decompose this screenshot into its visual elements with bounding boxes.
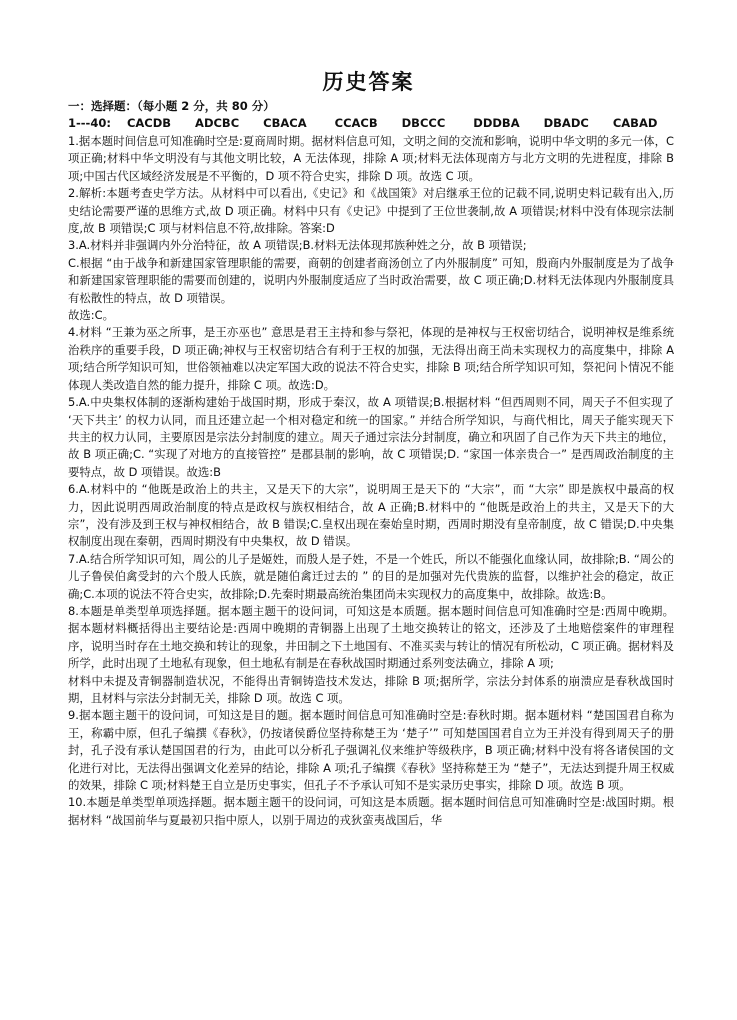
answer-key: 1---40: CACDB ADCBC CBACA CCACB DBCCC DDDBA DBADC CABAD [68, 116, 658, 130]
explanation-paragraph: 材料中未提及青铜器制造状况，不能得出青铜铸造技术发达，排除 B 项;据所学，宗法分封体系的崩溃应是春秋战国时期，且材料与宗法分封制无关，排除 D 项。故选 C 项。 [68, 673, 674, 705]
explanation-paragraph: 4.材料 “王兼为巫之所事，是王亦巫也” 意思是君王主持和参与祭祀，体现的是神权与王权密切结合，说明神权是维系统治秩序的重要手段，D 项正确;神权与王权密切结合有利于王权的加强，无法得出商王尚未实现权力的高度集中，排除 A 项;结合所学知识可知，世俗领袖难以决定军国大政的说法不符合史实，排除 B 项;结合所学知识可知，祭祀问卜情况不能体现人类改造自然的能力提升，排除 C 项。故选:D。 [68, 325, 674, 392]
explanation-paragraph: 故选:C。 [68, 308, 114, 323]
explanation-paragraph: 7.A.结合所学知识可知，周公的儿子是姬姓，而殷人是子姓，不是一个姓氏，所以不能强化血缘认同，故排除;B. “周公的儿子鲁侯伯禽受封的六个殷人氏族，就是随伯禽迁过去的 ” 的目的是加强对先代贵族的监督，以维护社会的稳定，故正确;C.本项的说法不符合史实，故排除;D.先秦时期最高统治集团尚未实现权力的高度集中，故排除。故选:B。 [68, 551, 674, 601]
explanation-paragraph: 9.据本题主题干的设问词，可知这是目的题。据本题时间信息可知准确时空是:春秋时期。据本题材料 “楚国国君自称为王，称霸中原，但孔子编撰《春秋》，仍按诸侯爵位坚持称楚王为 ‘楚子’” 可知楚国国君自立为王并没有得到周天子的册封，孔子没有承认楚国国君的行为，由此可以分析孔子强调礼仪来维护等级秩序，B 项正确;材料中没有将各诸侯国的文化进行对比，无法得出强调文化差异的结论，排除 A 项;孔子编撰《春秋》坚持称楚王为 “楚子”，无法达到提升周王权威的效果，排除 C 项;材料楚王自立是历史事实，但孔子不予承认可知不是实录历史事实，排除 D 项。故选 B 项。 [68, 708, 674, 793]
explanation-paragraph: C.根据 “由于战争和新建国家管理职能的需要，商朝的创建者商汤创立了内外服制度” 可知，殷商内外服制度是为了战争和新建国家管理职能的需要而创建的，说明内外服制度适应了当时政治需要，故 C 项正确;D.材料无法体现内外服制度具有松散性的特点，故 D 项错误。 [68, 255, 674, 305]
explanation-paragraph: 3.A.材料并非强调内外分治特征，故 A 项错误;B.材料无法体现邦族种姓之分，故 B 项错误; [68, 238, 527, 253]
section-heading: 一：选择题：（每小题 2 分，共 80 分） [68, 99, 275, 113]
explanation-paragraph: 1.据本题时间信息可知准确时空是:夏商周时期。据材料信息可知，文明之间的交流和影响，说明中华文明的多元一体，C 项正确;材料中华文明没有与其他文明比较，A 无法体现，排除 A 项;材料无法体现南方与北方文明的先进程度，排除 B 项;中国古代区域经济发展是不平衡的，D 项不符合史实，排除 D 项。故选 C 项。 [68, 134, 674, 183]
explanation-paragraph: 10.本题是单类型单项选择题。据本题主题干的设问词，可知这是本质题。据本题时间信息可知准确时空是:战国时期。根据材料 “战国前华与夏最初只指中原人，以别于周边的戎狄蛮夷战国后，华 [68, 795, 674, 827]
explanation-paragraph: 8.本题是单类型单项选择题。据本题主题干的设问词，可知这是本质题。据本题时间信息可知准确时空是:西周中晚期。据本题材料概括得出主要结论是:西周中晚期的青铜器上出现了土地交换转让的铭文，还涉及了土地赔偿案件的审理程序，说明当时存在土地交换和转让的现象，井田制之下土地国有、不准买卖与转让的情况有所松动，C 项正确。据材料及所学，此时出现了土地私有现象，但土地私有制是在春秋战国时期通过系列变法确立，排除 A 项; [68, 603, 674, 671]
explanation-paragraph: 6.A.材料中的 “他既是政治上的共主，又是天下的大宗”，说明周王是天下的 “大宗”，而 “大宗” 即是族权中最高的权力，因此说明西周政治制度的特点是政权与族权相结合，故 A 正确;B.材料中的 “他既是政治上的共主，又是天下的大宗”，没有涉及到王权与神权相结合，故 B 错误;C.皇权出现在秦始皇时期，西周时期没有皇帝制度，故 C 错误;D.中央集权制度出现在秦朝，西周时期没有中央集权，故 D 错误。 [68, 482, 674, 549]
explanation-paragraph: 2.解析:本题考查史学方法。从材料中可以看出,《史记》和《战国策》对启继承王位的记载不同,说明史料记载有出入,历史结论需要严谨的思维方式,故 D 项正确。材料中只有《史记》中提到了王位世袭制,故 A 项错误;材料中没有体现宗法制度,故 B 项错误;C 项与材料信息不符,故排除。答案:D [68, 186, 674, 236]
explanation-paragraph: 5.A.中央集权体制的逐渐构建始于战国时期，形成于秦汉，故 A 项错误;B.根据材料 “但西周则不同，周天子不但实现了 ‘天下共主’ 的权力认同，而且还建立起一个相对稳定和统一的国家。” 并结合所学知识，与商代相比，周天子能实现天下共主的权力认同，主要原因是宗法分封制度的建立。周天子通过宗法分封制度，确立和巩固了自己作为天下共主的地位，故 B 项正确;C. “实现了对地方的直接管控” 是郡县制的影响，故 C 项错误;D. “家国一体亲贵合一” 是西周政治制度的主要特点，故 D 项错误。故选:B [68, 395, 674, 479]
page-title: 历史答案 [322, 69, 415, 94]
explanation-body [68, 133, 674, 829]
